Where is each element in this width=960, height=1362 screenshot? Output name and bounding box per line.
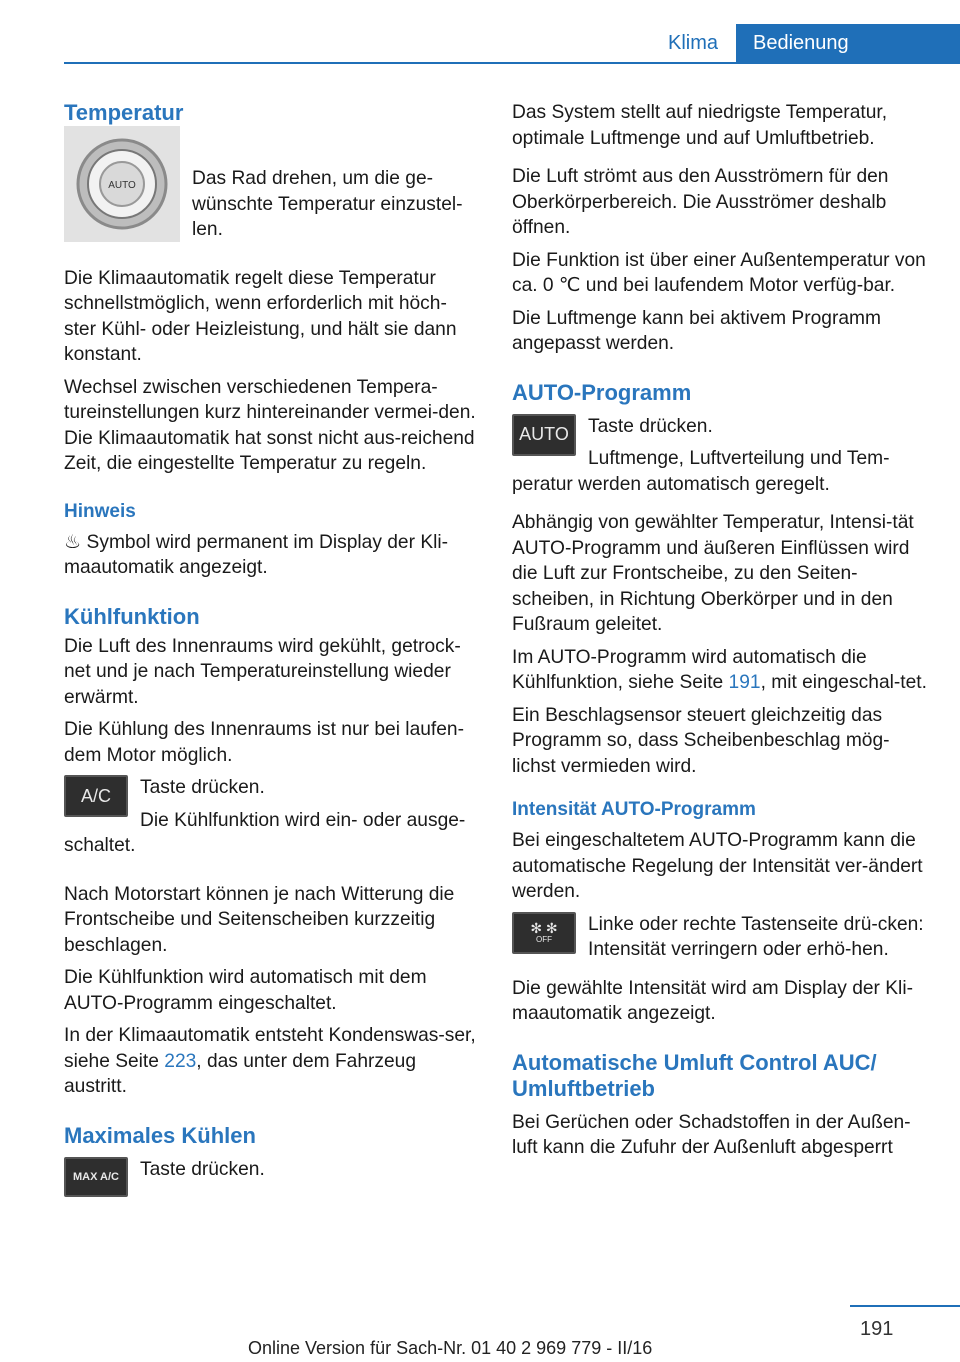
paragraph: Ein Beschlagsensor steuert gleichzeitig das Programm so, dass Scheibenbeschlag mög‐lichst vermieden wird.: [512, 704, 890, 777]
paragraph: Die gewählte Intensität wird am Display der Kli‐maautomatik angezeigt.: [512, 977, 913, 1024]
paragraph-with-link: In der Klimaautomatik entsteht Kondenswas‐ser, siehe Seite 223, das unter dem Fahrzeug austritt.: [64, 1025, 476, 1097]
heat-waves-icon: ♨: [64, 531, 87, 553]
heading-temperatur: Temperatur: [64, 100, 184, 125]
heading-auto-programm: AUTO-Programm: [512, 379, 692, 405]
auto-block: [512, 414, 928, 505]
heading-maximales-kuehlen: Maximales Kühlen: [64, 1122, 256, 1148]
paragraph: Abhängig von gewählter Temperatur, Intensi‐tät AUTO-Programm und äußeren Einflüssen wird die Luft zur Frontscheibe, zu den Seiten‐scheiben, in Richtung Oberkörper und in den Fußraum geleitet.: [512, 512, 914, 635]
paragraph: Die Kühlfunktion wird automatisch mit dem AUTO-Programm eingeschaltet.: [64, 967, 427, 1014]
auto-text-1: Taste drücken.: [588, 415, 713, 437]
temperature-dial-image: [64, 126, 180, 242]
heading-kuehlfunktion: Kühlfunktion: [64, 603, 200, 629]
section-tab-klima[interactable]: Klima: [667, 32, 718, 54]
fan-intensity-button-image: [512, 912, 576, 954]
dial-auto-label: AUTO: [108, 180, 136, 191]
heading-intensitaet: Intensität AUTO-Programm: [512, 799, 756, 820]
page-header: [0, 0, 960, 62]
footer-text: Online Version für Sach-Nr. 01 40 2 969 779 - II/16: [248, 1338, 653, 1358]
paragraph: Die Luft des Innenraums wird gekühlt, getrock‐net und je nach Temperatureinstellung wieder erwärmt.: [64, 635, 461, 708]
paragraph-with-link: Im AUTO-Programm wird automatisch die Kühlfunktion, siehe Seite 191, mit eingeschal‐tet.: [512, 646, 927, 693]
temperatur-block: [64, 126, 478, 250]
temperatur-text: Das Rad drehen, um die ge‐wünschte Temperatur einzustel‐len.: [192, 168, 463, 240]
max-ac-block: [64, 1157, 478, 1201]
section-tab-bedienung[interactable]: Bedienung: [736, 24, 960, 62]
ac-button-image: A/C: [64, 775, 128, 817]
paragraph: Die Klimaautomatik regelt diese Temperatur schnellstmöglich, wenn erforderlich mit höch‐ster Kühl- oder Heizleistung, und hält sie dann konstant.: [64, 267, 457, 365]
heading-hinweis: Hinweis: [64, 500, 136, 522]
paragraph: Die Luftmenge kann bei aktivem Programm angepasst werden.: [512, 307, 881, 354]
heading-auc: Automatische Umluft Control AUC/ Umluftbetrieb: [512, 1049, 877, 1101]
ac-text-2: Die Kühlfunktion wird ein- oder ausge‐schaltet.: [64, 809, 466, 856]
paragraph: Wechsel zwischen verschiedenen Tempera‐tureinstellungen kurz hintereinander vermei‐den. Die Klimaautomatik hat sonst nicht aus‐reichend Zeit, die eingestellte Temperatur zu regeln.: [64, 376, 476, 474]
paragraph: Bei eingeschaltetem AUTO-Programm kann die automatische Regelung der Intensität ver‐ändert werden.: [512, 830, 923, 902]
hinweis-text: ♨ Symbol wird permanent im Display der Kli‐maautomatik angezeigt.: [64, 531, 449, 578]
header-divider: [64, 62, 960, 64]
ac-text-1: Taste drücken.: [140, 777, 265, 798]
page-link-223[interactable]: 223: [164, 1050, 197, 1072]
paragraph: Die Luft strömt aus den Ausströmern für den Oberkörperbereich. Die Ausströmer deshalb öffnen.: [512, 166, 889, 238]
page-link-191[interactable]: 191: [728, 672, 761, 693]
auto-button-image: AUTO: [512, 414, 576, 456]
fan-block: [512, 912, 928, 970]
fan-off-label: OFF: [536, 934, 552, 944]
paragraph: Nach Motorstart können je nach Witterung die Frontscheibe und Seitenscheiben kurzzeitig beschlagen.: [64, 883, 455, 956]
fan-text: Linke oder rechte Tastenseite drü‐cken: Intensität verringern oder erhö‐hen.: [588, 913, 924, 960]
left-column: [64, 100, 478, 1201]
ac-block: [64, 775, 478, 866]
paragraph: Die Funktion ist über einer Außentemperatur von ca. 0 ℃ und bei laufendem Motor verfüg‐bar.: [512, 249, 926, 296]
fan-icon: ✻ ✻: [530, 919, 558, 936]
dial-icon: [74, 136, 170, 232]
paragraph: Das System stellt auf niedrigste Temperatur, optimale Luftmenge und auf Umluftbetrieb.: [512, 102, 888, 149]
max-ac-text: Taste drücken.: [140, 1158, 265, 1180]
auto-text-2: Luftmenge, Luftverteilung und Tem‐peratur werden automatisch geregelt.: [512, 448, 890, 495]
footer-divider: [850, 1305, 960, 1307]
max-ac-button-image: MAX A/C: [64, 1157, 128, 1197]
page-number: 191: [860, 1318, 894, 1340]
paragraph: Die Kühlung des Innenraums ist nur bei laufen‐dem Motor möglich.: [64, 719, 464, 766]
right-column: [512, 100, 928, 1168]
paragraph: Bei Gerüchen oder Schadstoffen in der Außen‐luft kann die Zufuhr der Außenluft abgesperrt: [512, 1111, 911, 1158]
